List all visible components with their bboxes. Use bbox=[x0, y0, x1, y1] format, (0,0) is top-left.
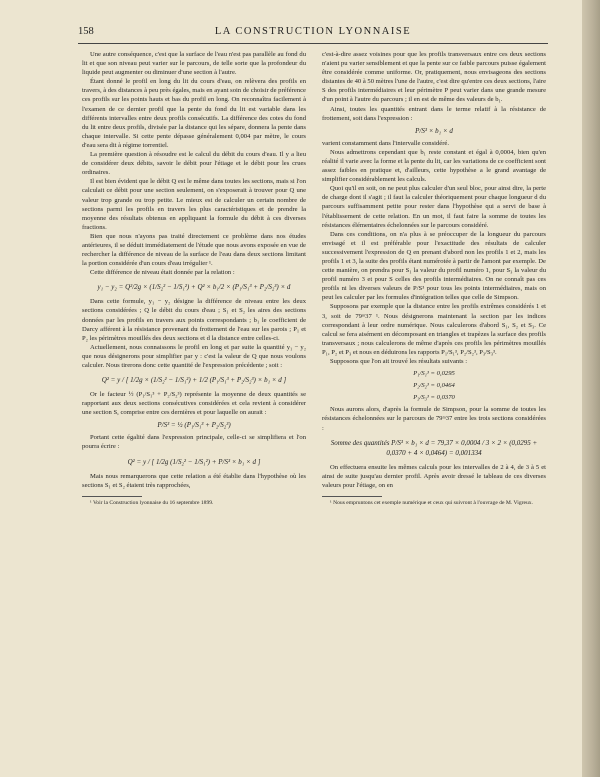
page-header bbox=[78, 26, 548, 40]
book-spine bbox=[582, 0, 600, 777]
paragraph: varient constamment dans l'intervalle considéré. bbox=[322, 139, 449, 147]
paragraph: Mais nous remarquerons que cette relation a été établie dans l'hypothèse où les sections S₁ et S₂ étaient très rapprochées, bbox=[82, 472, 306, 489]
paragraph: Nous aurons alors, d'après la formule de Simpson, pour la somme de toutes les résistances échelonnées sur le parcours de 79ᵐ37 entre les trois sections considérées : bbox=[322, 406, 546, 432]
paragraph: Une autre conséquence, c'est que la surface de l'eau n'est pas parallèle au fond du lit et que son niveau peut varier sur le parcours, de telle sorte que la profondeur du liquide peut augmenter ou diminuer d'une section à l'autre. bbox=[82, 51, 306, 77]
header-rule bbox=[78, 43, 548, 44]
left-column bbox=[82, 50, 306, 750]
equation: P/S³ = ½ (P₁/S₁³ + P₂/S₂³) bbox=[157, 421, 231, 430]
equation: y₁ − y₂ = Q²/2g × (1/S₂² − 1/S₁²) + Q² × b₁/2 × (P₁/S₁³ + P₂/S₂³) × d bbox=[97, 283, 291, 292]
journal-title: LA CONSTRUCTION LYONNAISE bbox=[214, 26, 412, 37]
paragraph: Bien que nous n'ayons pas traité directement ce problème dans nos études antérieures, il se déduit immédiatement de l'étude que nous avons exposée en vue de rechercher la différence de niveau de la surface de l'eau dans deux sections limitant la portion considérée d'un cours d'eau irrégulier ¹. bbox=[82, 232, 306, 268]
paragraph: Cette différence de niveau était donnée par la relation : bbox=[90, 269, 235, 277]
footnote: ¹ Voir la Construction lyonnaise du 16 septembre 1899. bbox=[90, 499, 214, 506]
equation: P/S³ × b₁ × d bbox=[415, 126, 453, 135]
paragraph: Actuellement, nous connaissons le profil en long et par suite la quantité y₁ − y₂ que nous désignerons pour simplifier par y : c'est la valeur de Q que nous voulons calculer. Nous tirerons donc cette quantité de l'expression précédente ; soit : bbox=[82, 343, 306, 369]
paragraph: Supposons que l'on ait trouvé les résultats suivants : bbox=[330, 358, 468, 365]
paragraph: Nous admettrons cependant que b₁ reste constant et égal à 0,0004, bien qu'en réalité il varie avec la forme et la pente du lit, car les variations de ce coefficient sont assez faibles en pratique et, d'ailleurs, cette hypothèse a le grand avantage de simplifier considérablement les calculs. bbox=[322, 148, 546, 184]
footnote-rule bbox=[322, 496, 382, 497]
footnote-rule bbox=[82, 496, 142, 497]
equation: Somme des quantités P/S³ × b₁ × d = 79,37 × 0,0004 / 3 × 2 × (0,0295 + 0,0370 + 4 × 0,0464) = 0,001334 bbox=[330, 438, 538, 457]
footnote: ¹ Nous empruntons cet exemple numérique et ceux qui suivront à l'ouvrage de M. Vigreux. bbox=[330, 499, 533, 506]
paragraph: Dans ces conditions, on n'a plus à se préoccuper de la longueur du parcours envisagé et il est préférable pour l'exactitude des résultats de calculer successivement l'expression de Q en prenant d'abord non les profils 1 et 2, mais les profils 1 et 3, la suite des profils étant numérotée à partir de l'amont par exemple. De cette manière, on prendra pour S₁ la valeur du profil numéro 1, pour S₃ la valeur du profil numéro 3 et pour S celles des profils intermédiaires. On ne connaît pas ces profils ni les diverses valeurs de P/S³ pour tous les points intermédiaires, mais on peut les calculer par les formules d'intégration telles que celle de Simpson. bbox=[322, 230, 546, 302]
equation: Q² = y / [ 1/2g × (1/S₂² − 1/S₁²) + 1/2 (P₁/S₁³ + P₂/S₂³) × b₁ × d ] bbox=[101, 376, 287, 385]
paragraph: Portant cette égalité dans l'expression principale, celle-ci se simplifiera et l'on pourra écrire : bbox=[82, 434, 306, 451]
result-line: P₁/S₁³ = 0,0295 bbox=[413, 370, 455, 378]
page-number: 158 bbox=[78, 26, 94, 37]
paragraph: La première question à résoudre est le calcul du débit du cours d'eau. Il y a lieu de considérer deux débits, savoir le débit pour l'étiage et le débit pour les crues ordinaires. bbox=[82, 151, 306, 177]
paragraph: Quoi qu'il en soit, on ne peut plus calculer d'un seul bloc, pour ainsi dire, la perte de charge dont il s'agit ; il faut la calculer théoriquement pour chaque longueur d du parcours suffisamment petite pour rester dans l'hypothèse qui a servi de base à l'établissement de cette relation. En un mot, il faut faire la somme de toutes les résistances élémentaires échelonnées sur le parcours considéré. bbox=[322, 185, 546, 229]
paragraph: On effectuera ensuite les mêmes calculs pour les intervalles de 2 à 4, de 3 à 5 et ainsi de suite jusqu'au dernier profil. Après avoir dressé le tableau de ces diverses valeurs pour l'étiage, on en bbox=[322, 463, 546, 489]
right-column bbox=[322, 50, 546, 750]
result-line: P₃/S₃³ = 0,0370 bbox=[413, 394, 455, 402]
paragraph: Dans cette formule, y₁ − y₂ désigne la différence de niveau entre les deux sections considérées ; Q le débit du cours d'eau ; S₁ et S₂ les aires des sections données par les profils en travers aux points correspondants ; b₁ le coefficient de Darcy afférent à la résistance provenant du frottement de l'eau sur les parois ; P₁ et P₂ les périmètres mouillés des deux sections et d la distance entre celles-ci. bbox=[82, 298, 306, 342]
paragraph: Supposons par exemple que la distance entre les profils extrêmes considérés 1 et 3, soit de 79ᵐ37 ¹. Nous désignerons maintenant la section par les indices correspondant à leur ordre numérique. Nous calculerons d'abord S₁, S₂ et S₃. Ce calcul se fera aisément en décomposant en triangles et trapèzes la surface des profils transversaux ; nous calculerons de même d'après ces profils les périmètres mouillés P₁, P₂ et P₃ et nous en déduirons les rapports P₁/S₁³, P₂/S₂³, P₃/S₃³. bbox=[322, 303, 546, 356]
paragraph: Or le facteur ½ (P₁/S₁³ + P₂/S₂³) représente la moyenne de deux quantités se rapportant aux deux sections consécutives considérées et cela revient à considérer une section S, comprise entre ces dernières et pour laquelle on aurait : bbox=[82, 391, 306, 417]
equation: Q² = y / [ 1/2g (1/S₂² − 1/S₁²) + P/S³ × b₁ × d ] bbox=[127, 457, 261, 466]
paragraph: Ainsi, toutes les quantités entrant dans le terme relatif à la résistance de frottement, soit dans l'expression : bbox=[322, 105, 546, 122]
paragraph: Étant donné le profil en long du lit du cours d'eau, on relèvera des profils en travers, à des distances à peu près égales, mais en ayant soin de choisir de préférence ces profils sur les points hauts et bas du profil en long. On reconnaîtra facilement à l'examen de ce dernier profil que la pente du fond du lit est variable dans les différents intervalles entre deux profils consécutifs. La différence des cotes du fond du lit entre deux profils, divisée par la distance qui les sépare, donnera la pente dans chaque intervalle. Si cette pente dépasse généralement 0,004 par mètre, le cours d'eau sera dit à régime torrentiel. bbox=[82, 78, 306, 149]
paragraph: c'est-à-dire assez voisines pour que les profils transversaux entre ces deux sections n'aient pu varier sensiblement et que la pente sur ce faible parcours puisse également être considérée comme uniforme. Or, pratiquement, nous envisageons des sections distantes de 40 à 50 mètres l'une de l'autre, c'est dire qu'entre ces deux sections, l'aire S des profils intermédiaires et leur périmètre P peut varier dans une grande mesure d'un point à l'autre du parcours ; il en est de même des valeurs de b₁. bbox=[322, 51, 546, 104]
paragraph: Il est bien évident que le débit Q est le même dans toutes les sections, mais si l'on calculait ce débit pour une section seulement, on s'exposerait à trouver pour Q une valeur trop grande ou trop petite. Le mieux est de calculer un certain nombre de sections parmi les profils en travers les plus caractéristiques et de prendre la moyenne des résultats obtenus en appliquant la formule du débit à ces diverses fractions. bbox=[82, 178, 306, 231]
result-line: P₂/S₂³ = 0,0464 bbox=[413, 382, 455, 390]
